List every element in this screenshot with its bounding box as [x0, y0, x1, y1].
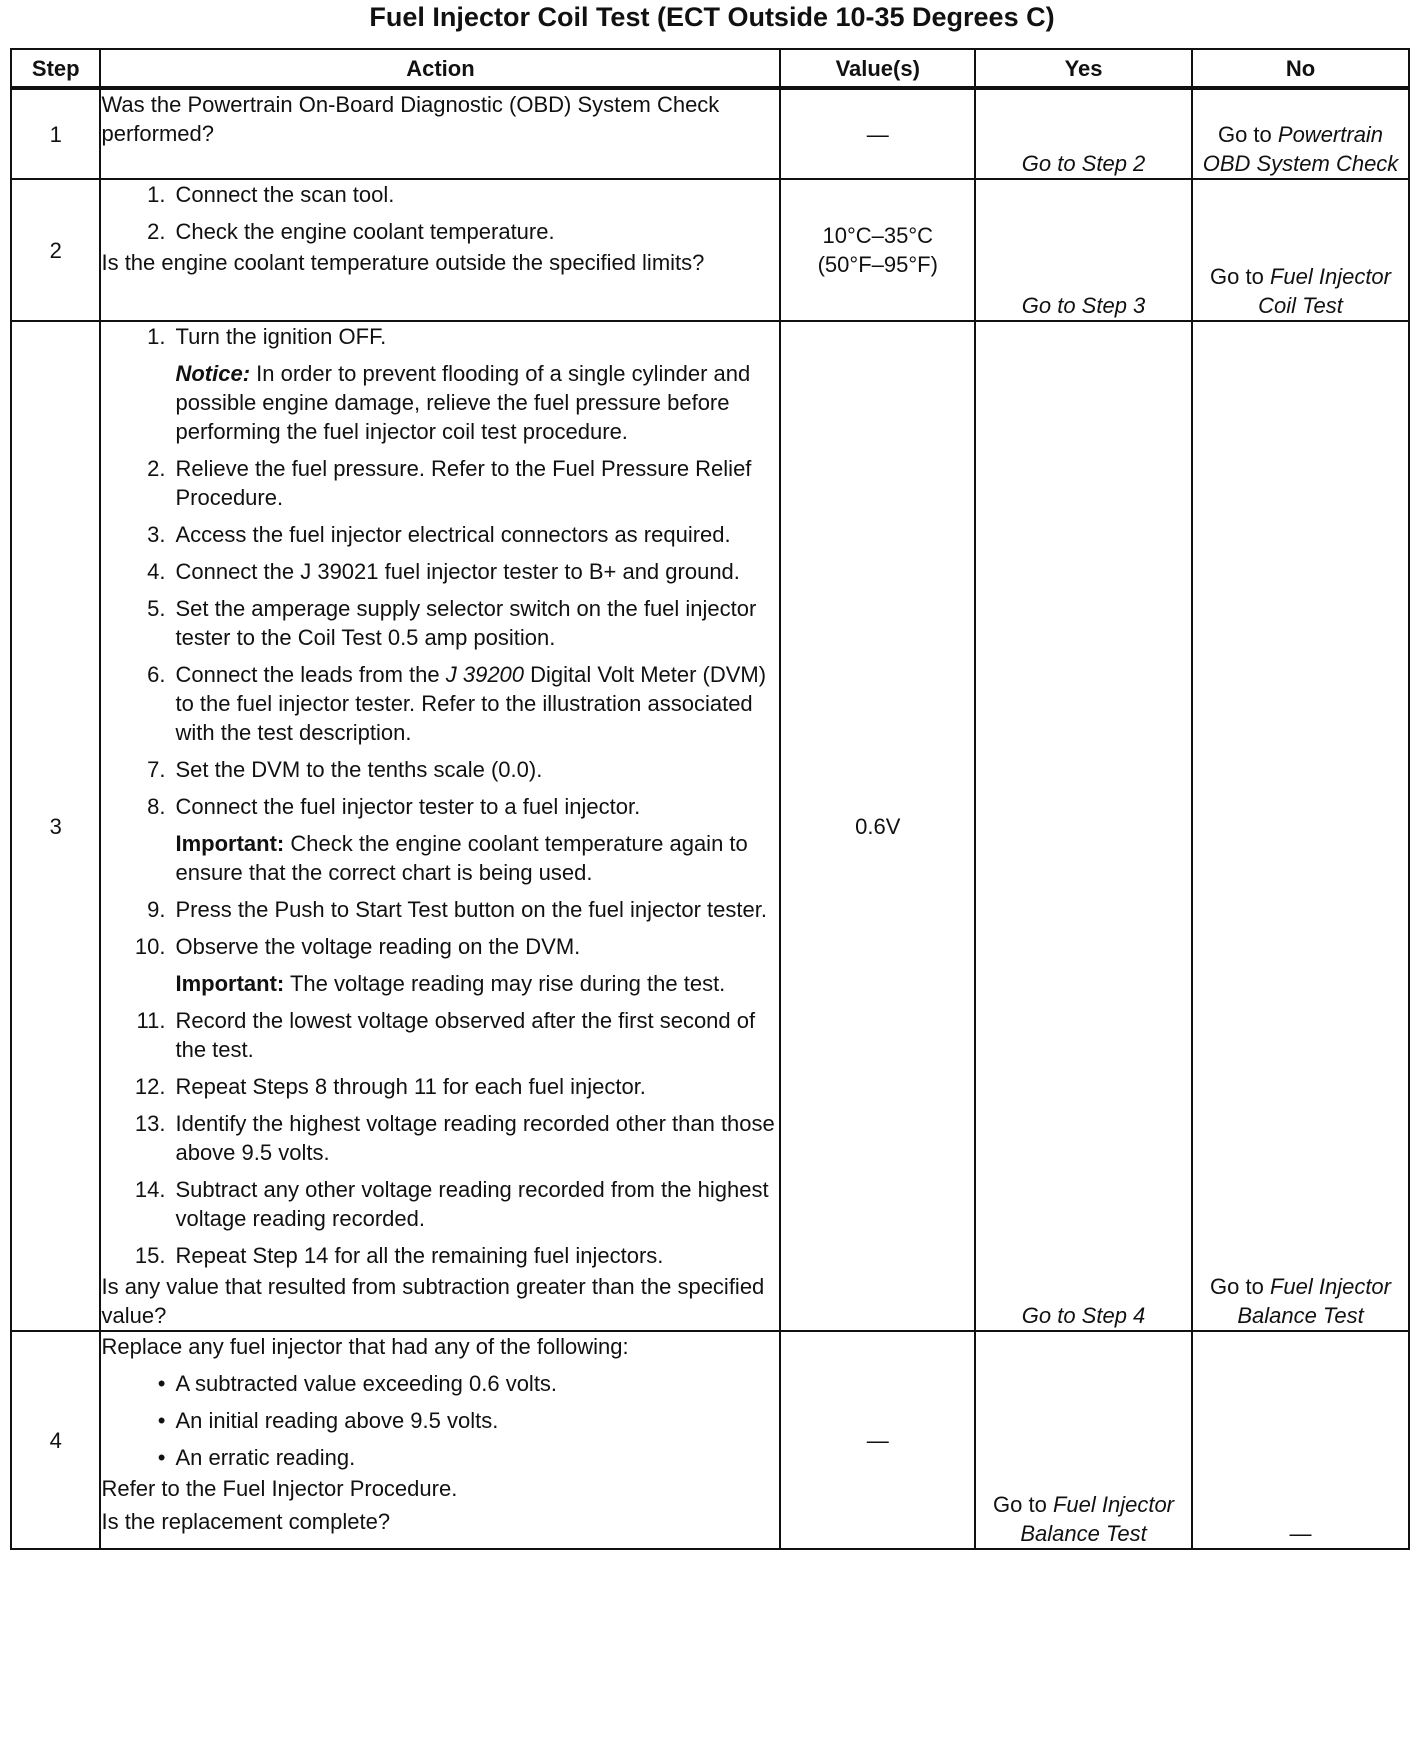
list-item [101, 557, 779, 586]
header-no: No [1192, 49, 1409, 88]
yes-cell [975, 179, 1192, 321]
action-list [101, 322, 779, 351]
list-item [101, 660, 779, 747]
notice-text: In order to prevent flooding of a single cylinder and possible engine damage, relieve the fuel pressure before performing the fuel injector coil test procedure. [175, 361, 751, 444]
important-block [175, 969, 779, 998]
list-item [101, 1175, 779, 1233]
table-row [11, 1331, 1409, 1549]
bullet-list [101, 1369, 779, 1472]
list-item [101, 1406, 779, 1435]
tool-reference: J 39200 [445, 662, 525, 687]
intro-text: Replace any fuel injector that had any of the following: [101, 1334, 629, 1359]
no-prefix: Go to [1210, 1274, 1270, 1299]
item-text: Check the engine coolant temperature. [175, 219, 555, 244]
item-text: Set the amperage supply selector switch on the fuel injector tester to the Coil Test 0.5 amp position. [175, 596, 757, 650]
no-cell [1192, 88, 1409, 179]
bullet-icon: • [157, 1408, 166, 1433]
item-number: 15. [134, 1243, 166, 1268]
important-text: Check the engine coolant temperature again to ensure that the correct chart is being used. [175, 831, 748, 885]
item-number: 3. [147, 522, 166, 547]
item-number: 12. [134, 1074, 166, 1099]
list-item [101, 217, 779, 246]
yes-link[interactable]: Go to Step 3 [1021, 293, 1146, 318]
list-item [101, 180, 779, 209]
notice-block [175, 359, 779, 446]
value-cell [780, 321, 975, 1331]
action-cell [100, 88, 780, 179]
item-number: 10. [134, 934, 166, 959]
item-number: 13. [134, 1111, 166, 1136]
step-number: 4 [11, 1331, 100, 1549]
item-number: 4. [147, 559, 166, 584]
yes-link[interactable]: Fuel Injector Balance Test [1020, 1492, 1175, 1546]
action-list [101, 895, 779, 961]
item-text: Connect the fuel injector tester to a fuel injector. [175, 794, 641, 819]
item-text: Subtract any other voltage reading recorded from the highest voltage reading recorded. [175, 1177, 769, 1231]
diagnostic-table [10, 48, 1410, 1550]
item-text: Connect the J 39021 fuel injector tester to B+ and ground. [175, 559, 740, 584]
list-item [101, 1006, 779, 1064]
no-cell [1192, 179, 1409, 321]
item-text-pre: Connect the leads from the [175, 662, 446, 687]
step-number: 2 [11, 179, 100, 321]
item-number: 1. [147, 324, 166, 349]
no-prefix: Go to [1217, 122, 1278, 147]
yes-prefix: Go to [993, 1492, 1053, 1517]
list-item [101, 594, 779, 652]
value-text: — [866, 121, 889, 147]
item-number: 5. [147, 596, 166, 621]
item-number: 1. [147, 182, 166, 207]
step-number: 1 [11, 88, 100, 179]
value-cell [780, 88, 975, 179]
notice-label: Notice: [175, 361, 251, 386]
header-yes: Yes [975, 49, 1192, 88]
item-text: Turn the ignition OFF. [175, 324, 387, 349]
item-text: Access the fuel injector electrical connectors as required. [175, 522, 731, 547]
item-text: An initial reading above 9.5 volts. [175, 1408, 499, 1433]
item-text: A subtracted value exceeding 0.6 volts. [175, 1371, 558, 1396]
action-list [101, 180, 779, 246]
item-text-post: Digital Volt Meter (DVM) to the fuel injector tester. Refer to the illustration associated with the test description. [175, 662, 767, 745]
yes-cell [975, 1331, 1192, 1549]
list-item [101, 1241, 779, 1270]
value-text: — [866, 1427, 889, 1453]
yes-link[interactable]: Go to Step 2 [1021, 151, 1146, 176]
yes-cell [975, 88, 1192, 179]
header-action: Action [100, 49, 780, 88]
value-cell [780, 179, 975, 321]
item-text: Observe the voltage reading on the DVM. [175, 934, 581, 959]
item-text: Set the DVM to the tenths scale (0.0). [175, 757, 543, 782]
item-text: Connect the scan tool. [175, 182, 395, 207]
important-text: The voltage reading may rise during the test. [284, 971, 726, 996]
no-link[interactable]: Fuel Injector Balance Test [1237, 1274, 1391, 1328]
no-prefix: Go to [1210, 264, 1270, 289]
no-value: — [1289, 1521, 1312, 1546]
table-row [11, 88, 1409, 179]
value-cell [780, 1331, 975, 1549]
item-text [175, 660, 779, 747]
question-text: Is any value that resulted from subtraction greater than the specified value? [101, 1274, 765, 1328]
list-item [101, 1369, 779, 1398]
item-number: 9. [147, 897, 166, 922]
important-label: Important: [175, 831, 285, 856]
value-range-fahrenheit: (50°F–95°F) [817, 252, 938, 277]
item-number: 11. [136, 1008, 166, 1033]
question-text: Was the Powertrain On-Board Diagnostic (OBD) System Check performed? [101, 92, 720, 146]
value-text: 0.6V [855, 813, 901, 839]
action-list [101, 454, 779, 821]
value-range-celsius: 10°C–35°C [822, 223, 934, 248]
important-label: Important: [175, 971, 285, 996]
action-cell [100, 1331, 780, 1549]
list-item [101, 1109, 779, 1167]
header-step: Step [11, 49, 100, 88]
item-number: 8. [147, 794, 166, 819]
yes-cell [975, 321, 1192, 1331]
item-text: Record the lowest voltage observed after the first second of the test. [175, 1008, 756, 1062]
action-list [101, 1006, 779, 1270]
item-number: 2. [147, 456, 166, 481]
list-item [101, 1443, 779, 1472]
action-cell [100, 321, 780, 1331]
list-item [101, 792, 779, 821]
item-text: Identify the highest voltage reading recorded other than those above 9.5 volts. [175, 1111, 775, 1165]
action-cell [100, 179, 780, 321]
item-text: An erratic reading. [175, 1445, 356, 1470]
question-text: Is the engine coolant temperature outside the specified limits? [101, 250, 705, 275]
important-block [175, 829, 779, 887]
list-item [101, 454, 779, 512]
header-row [11, 49, 1409, 88]
item-number: 6. [147, 662, 166, 687]
table-row [11, 179, 1409, 321]
list-item [101, 895, 779, 924]
item-text: Repeat Step 14 for all the remaining fuel injectors. [175, 1243, 664, 1268]
bullet-icon: • [157, 1445, 166, 1470]
list-item [101, 755, 779, 784]
table-row [11, 321, 1409, 1331]
item-number: 7. [147, 757, 166, 782]
item-text: Repeat Steps 8 through 11 for each fuel injector. [175, 1074, 646, 1099]
list-item [101, 932, 779, 961]
list-item [101, 520, 779, 549]
item-text: Press the Push to Start Test button on the fuel injector tester. [175, 897, 767, 922]
bullet-icon: • [157, 1371, 166, 1396]
no-cell [1192, 321, 1409, 1331]
yes-link[interactable]: Go to Step 4 [1021, 1303, 1146, 1328]
list-item [101, 1072, 779, 1101]
table-title: Fuel Injector Coil Test (ECT Outside 10-35 Degrees C) [369, 2, 1055, 32]
no-link[interactable]: Fuel Injector Coil Test [1258, 264, 1391, 318]
question-text: Is the replacement complete? [101, 1509, 391, 1534]
refer-text: Refer to the Fuel Injector Procedure. [101, 1476, 458, 1501]
no-cell [1192, 1331, 1409, 1549]
step-number: 3 [11, 321, 100, 1331]
no-link[interactable]: Powertrain OBD System Check [1202, 122, 1399, 176]
item-number: 14. [134, 1177, 166, 1202]
header-values: Value(s) [780, 49, 975, 88]
item-text: Relieve the fuel pressure. Refer to the Fuel Pressure Relief Procedure. [175, 456, 752, 510]
item-number: 2. [147, 219, 166, 244]
list-item [101, 322, 779, 351]
